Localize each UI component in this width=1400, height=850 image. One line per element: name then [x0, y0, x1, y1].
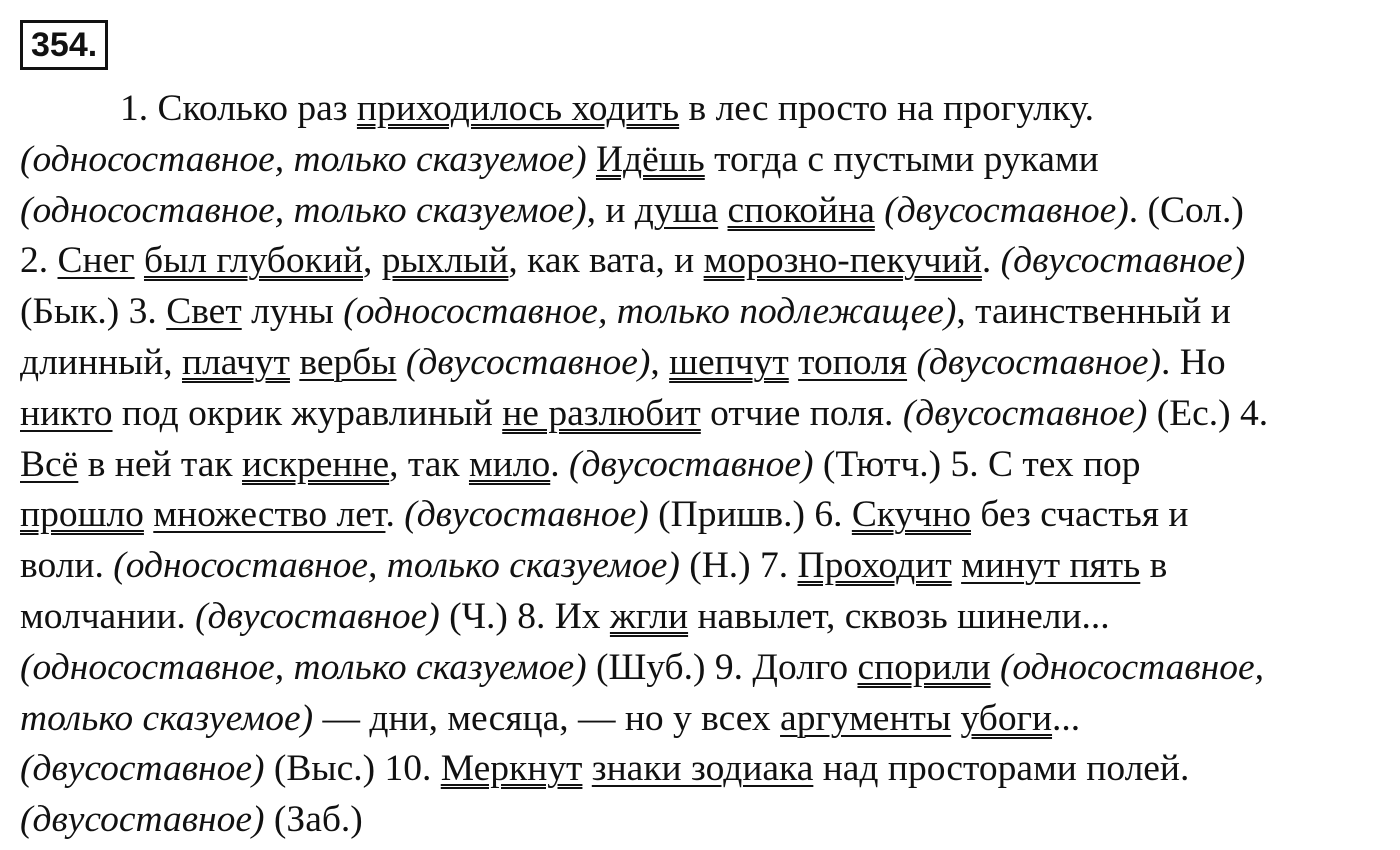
text-segment: [875, 190, 884, 231]
text-line: [20, 643, 1382, 694]
sentence-type-note: (односоставное, только сказуемое): [113, 545, 680, 587]
sentence-type-note: (односоставное, только подлежащее): [343, 291, 957, 333]
text-segment: ...: [1052, 697, 1081, 739]
text-segment: (Бык.) 3.: [20, 291, 167, 333]
text-segment: .: [550, 443, 569, 485]
sentence-type-note: (двусоставное): [1000, 240, 1246, 282]
sentence-type-note: (двусоставное): [404, 494, 649, 536]
text-segment: , как вата, и: [508, 240, 704, 282]
sentence-type-note: (двусоставное): [884, 189, 1129, 231]
text-segment: [290, 342, 299, 383]
text-segment: , и: [586, 189, 635, 231]
text-segment: 2.: [20, 240, 58, 282]
sentence-type-note: (двусоставное): [568, 443, 814, 485]
text-segment: . Но: [1160, 341, 1226, 383]
text-segment: ,: [650, 341, 670, 383]
predicate-underlined: прошло: [20, 494, 144, 536]
text-segment: [582, 748, 591, 789]
text-segment: длинный,: [20, 341, 183, 383]
text-segment: луны: [241, 291, 344, 333]
text-segment: [789, 342, 798, 383]
text-segment: отчие поля.: [700, 392, 903, 434]
text-segment: — дни, месяца, — но у всех: [313, 697, 781, 739]
sentence-type-note: (двусоставное): [195, 595, 440, 637]
text-segment: [718, 190, 727, 231]
text-segment: [991, 647, 1000, 688]
predicate-underlined: шепчут: [669, 341, 789, 383]
predicate-underlined: мило: [468, 443, 551, 485]
sentence-type-note: (односоставное, только сказуемое): [20, 189, 587, 231]
text-segment: [144, 494, 153, 535]
subject-underlined: тополя: [798, 341, 908, 383]
text-segment: без счастья и: [970, 494, 1189, 536]
predicate-underlined: Скучно: [851, 494, 971, 536]
text-segment: , так: [389, 443, 469, 485]
sentence-type-note: (односоставное,: [999, 646, 1265, 688]
text-segment: (Тютч.) 5. С тех пор: [813, 443, 1141, 485]
sentence-type-note: (двусоставное): [902, 392, 1148, 434]
text-segment: навылет, сквозь шинели...: [688, 595, 1110, 637]
text-segment: (Пришв.) 6.: [648, 494, 852, 536]
text-line: [20, 744, 1382, 795]
text-line: [20, 236, 1382, 287]
text-segment: [396, 342, 405, 383]
text-segment: (Выс.) 10.: [264, 748, 441, 790]
text-segment: [587, 139, 596, 180]
sentence-type-note: (двусоставное): [405, 341, 651, 383]
text-segment: (Ч.) 8. Их: [439, 595, 610, 637]
exercise-text: [20, 84, 1382, 846]
text-segment: тогда с пустыми руками: [704, 138, 1099, 180]
text-segment: над просторами полей.: [813, 748, 1190, 790]
predicate-underlined: был глубокий: [143, 240, 363, 282]
sentence-type-note: (односоставное, только сказуемое): [20, 646, 587, 688]
predicate-underlined: морозно-пекучий: [703, 240, 982, 282]
text-segment: (Ес.) 4.: [1147, 392, 1269, 434]
text-line: [20, 287, 1382, 338]
exercise-number: 354.: [20, 20, 108, 70]
text-segment: 1. Сколько раз: [120, 88, 357, 129]
text-segment: под окрик журавлиный: [112, 392, 503, 434]
text-line: [20, 440, 1382, 491]
text-segment: (Заб.): [264, 799, 363, 841]
predicate-underlined: искренне: [242, 443, 390, 485]
subject-underlined: Всё: [20, 443, 79, 485]
subject-underlined: Свет: [166, 291, 242, 333]
predicate-underlined: Идёшь: [595, 138, 705, 180]
predicate-underlined: Меркнут: [440, 748, 583, 790]
sentence-type-note: (двусоставное): [20, 799, 265, 841]
sentence-type-note: (двусоставное): [20, 748, 265, 790]
text-segment: в: [1140, 545, 1168, 587]
text-line: [20, 694, 1382, 745]
text-segment: [952, 545, 961, 586]
predicate-underlined: рыхлый: [381, 240, 509, 282]
sentence-type-note: только сказуемое): [20, 697, 314, 739]
text-line: [20, 389, 1382, 440]
text-segment: молчании.: [20, 595, 196, 637]
predicate-underlined: Проходит: [797, 545, 952, 587]
text-segment: (Шуб.) 9. Долго: [586, 646, 858, 688]
subject-underlined: знаки зодиака: [591, 748, 814, 790]
text-segment: в ней так: [78, 443, 243, 485]
predicate-underlined: жгли: [609, 595, 689, 637]
text-segment: в лес просто на прогулку.: [679, 88, 1094, 129]
text-segment: . (Сол.): [1128, 189, 1244, 231]
text-line: [20, 541, 1382, 592]
subject-underlined: душа: [634, 189, 719, 231]
subject-underlined: никто: [20, 392, 113, 434]
text-segment: , таинственный и: [956, 291, 1231, 333]
text-line: [20, 186, 1382, 237]
text-line: [20, 490, 1382, 541]
subject-underlined: минут пять: [961, 545, 1141, 587]
text-line: [20, 84, 1382, 135]
predicate-underlined: спорили: [857, 646, 991, 688]
subject-underlined: вербы: [299, 341, 397, 383]
subject-underlined: аргументы: [780, 697, 952, 739]
predicate-underlined: не разлюбит: [502, 392, 701, 434]
text-segment: ,: [362, 240, 382, 282]
text-segment: .: [385, 494, 405, 536]
text-segment: воли.: [20, 545, 114, 587]
text-line: [20, 135, 1382, 186]
predicate-underlined: спокойна: [727, 189, 875, 231]
sentence-type-note: (односоставное, только сказуемое): [20, 138, 587, 180]
text-line: [20, 592, 1382, 643]
text-line: [20, 795, 1382, 846]
sentence-type-note: (двусоставное): [916, 341, 1161, 383]
text-segment: (Н.) 7.: [679, 545, 798, 587]
subject-underlined: Снег: [57, 240, 135, 282]
text-line: [20, 338, 1382, 389]
subject-underlined: множество лет: [153, 494, 386, 536]
predicate-underlined: плачут: [182, 341, 290, 383]
text-segment: [135, 240, 144, 281]
predicate-underlined: убоги: [960, 697, 1053, 739]
predicate-underlined: приходилось ходить: [356, 88, 680, 129]
text-segment: .: [981, 240, 1001, 282]
